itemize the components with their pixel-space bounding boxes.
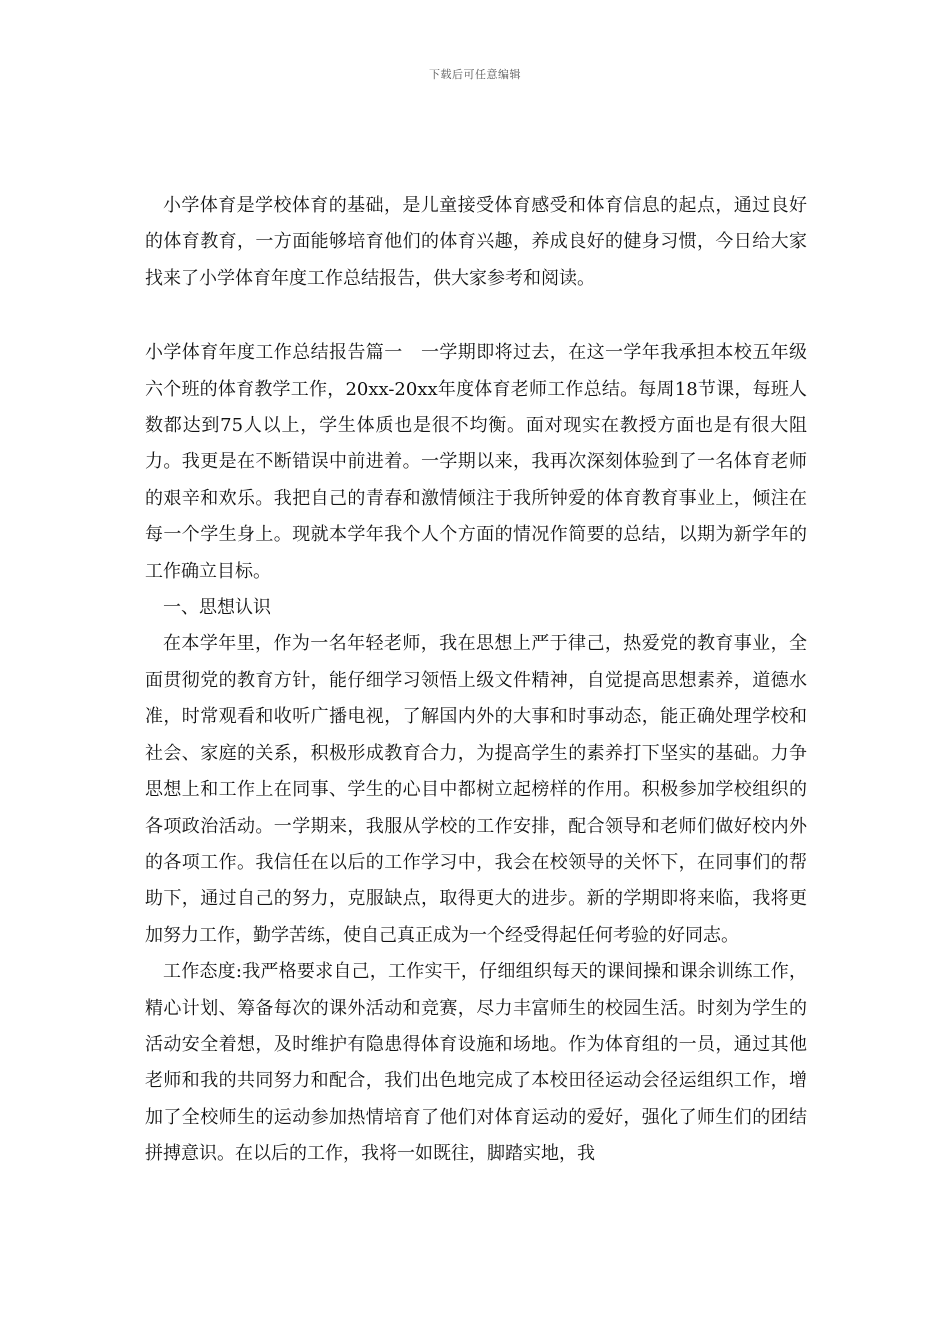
- thought-paragraph: 在本学年里，作为一名年轻老师，我在思想上严于律己，热爱党的教育事业，全面贯彻党的教育方针，能仔细学习领悟上级文件精神，自觉提高思想素养，道德水准，时常观看和收听广播电视，了解国内外的大事和时事动态，能正确处理学校和社会、家庭的关系，积极形成教育合力，为提高学生的素养打下坚实的基础。力争思想上和工作上在同事、学生的心目中都树立起榜样的作用。积极参加学校组织的各项政治活动。一学期来，我服从学校的工作安排，配合领导和老师们做好校内外的各项工作。我信任在以后的工作学习中，我会在校领导的关怀下，在同事们的帮助下，通过自己的努力，克服缺点，取得更大的进步。新的学期即将来临，我将更加努力工作，勤学苦练，使自己真正成为一个经受得起任何考验的好同志。: [145, 633, 807, 946]
- document-body: [145, 188, 807, 1173]
- page-header: 下载后可任意编辑: [429, 68, 521, 81]
- intro-paragraph: 小学体育是学校体育的基础，是儿童接受体育感受和体育信息的起点，通过良好的体育教育，一方面能够培育他们的体育兴趣，养成良好的健身习惯，今日给大家找来了小学体育年度工作总结报告，供大家参考和阅读。: [145, 195, 807, 289]
- report-part-one-paragraph: 小学体育年度工作总结报告篇一 一学期即将过去，在这一学年我承担本校五年级六个班的体育教学工作，20xx-20xx年度体育老师工作总结。每周18节课，每班人数都达到75人以上，学生体质也是很不均衡。面对现实在教授方面也是有很大阻力。我更是在不断错误中前进着。一学期以来，我再次深刻体验到了一名体育老师的艰辛和欢乐。我把自己的青春和激情倾注于我所钟爱的体育教育事业上，倾注在每一个学生身上。现就本学年我个人个方面的情况作简要的总结，以期为新学年的工作确立目标。: [145, 342, 807, 582]
- attitude-paragraph: 工作态度:我严格要求自己，工作实干，仔细组织每天的课间操和课余训练工作，精心计划、筹备每次的课外活动和竞赛，尽力丰富师生的校园生活。时刻为学生的活动安全着想，及时维护有隐患得体育设施和场地。作为体育组的一员，通过其他老师和我的共同努力和配合，我们出色地完成了本校田径运动会径运组织工作，增加了全校师生的运动参加热情培育了他们对体育运动的爱好，强化了师生们的团结拼搏意识。在以后的工作，我将一如既往，脚踏实地，我: [145, 961, 807, 1165]
- paragraph-spacer: [145, 297, 807, 335]
- section-heading-thought: 一、思想认识: [163, 597, 271, 619]
